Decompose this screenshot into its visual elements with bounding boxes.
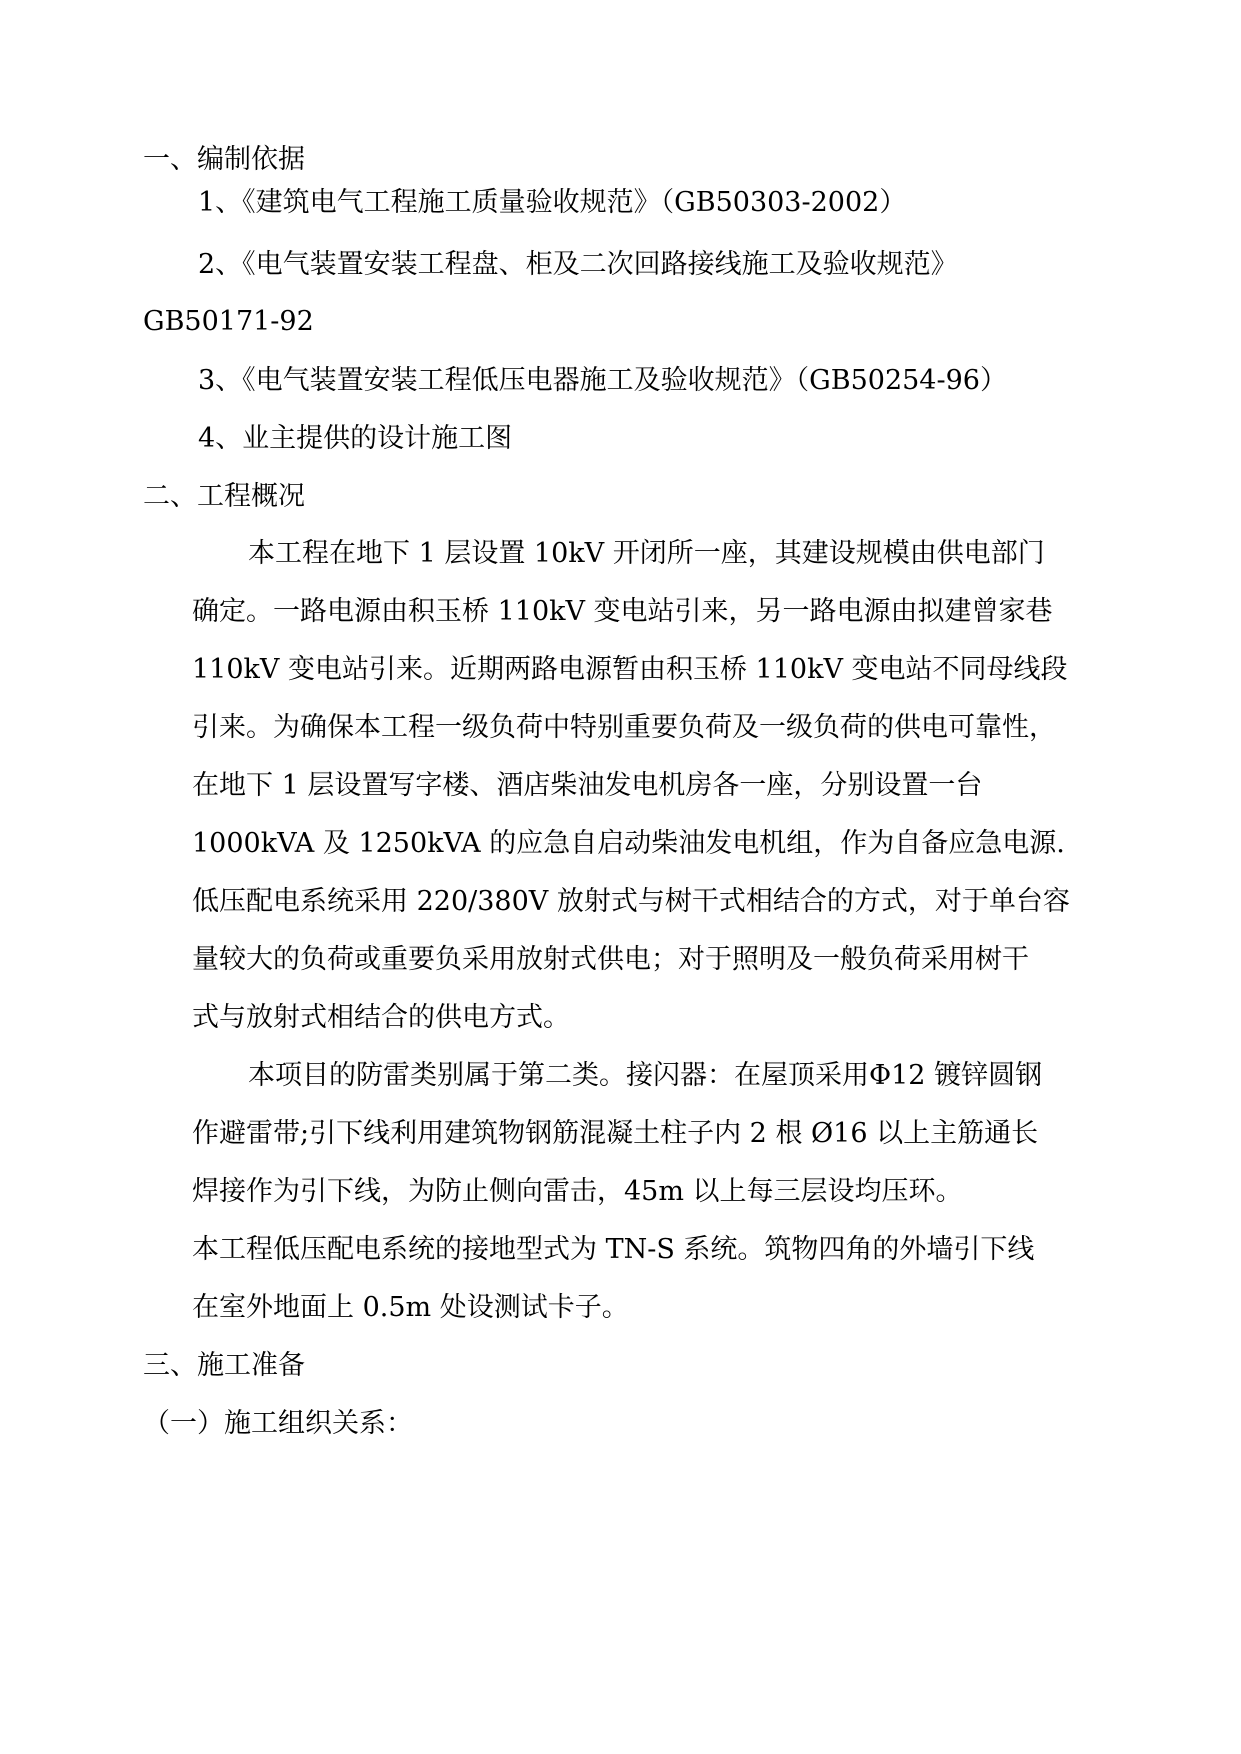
section-heading-2: 二、工程概况 bbox=[143, 481, 305, 512]
overview-paragraph-line: 确定。一路电源由积玉桥 110kV 变电站引来，另一路电源由拟建曾家巷 bbox=[192, 596, 1053, 627]
reference-item-4: 4、业主提供的设计施工图 bbox=[198, 423, 513, 454]
reference-item-2: 2、《电气装置安装工程盘、柜及二次回路接线施工及验收规范》 bbox=[198, 249, 958, 280]
lightning-paragraph-line: 焊接作为引下线，为防止侧向雷击，45m 以上每三层设均压环。 bbox=[192, 1176, 963, 1207]
overview-paragraph-line: 本工程在地下 1 层设置 10kV 开闭所一座，其建设规模由供电部门 bbox=[248, 538, 1045, 569]
section-heading-1: 一、编制依据 bbox=[143, 144, 305, 175]
lightning-paragraph-line: 本项目的防雷类别属于第二类。接闪器：在屋顶采用Φ12 镀锌圆钢 bbox=[248, 1060, 1043, 1091]
subsection-heading: （一）施工组织关系： bbox=[143, 1408, 413, 1439]
overview-paragraph-line: 1000kVA 及 1250kVA 的应急自启动柴油发电机组，作为自备应急电源. bbox=[192, 828, 1065, 859]
overview-paragraph-line: 低压配电系统采用 220/380V 放射式与树干式相结合的方式，对于单台容 bbox=[192, 886, 1070, 917]
overview-paragraph-line: 引来。为确保本工程一级负荷中特别重要负荷及一级负荷的供电可靠性， bbox=[192, 712, 1056, 743]
overview-paragraph-line: 110kV 变电站引来。近期两路电源暂由积玉桥 110kV 变电站不同母线段 bbox=[192, 654, 1068, 685]
overview-paragraph-line: 量较大的负荷或重要负采用放射式供电；对于照明及一般负荷采用树干 bbox=[192, 944, 1029, 975]
overview-paragraph-line: 在地下 1 层设置写字楼、酒店柴油发电机房各一座，分别设置一台 bbox=[192, 770, 983, 801]
reference-item-1: 1、《建筑电气工程施工质量验收规范》（GB50303-2002） bbox=[198, 187, 907, 218]
reference-item-2-continued: GB50171-92 bbox=[143, 306, 314, 337]
section-heading-3: 三、施工准备 bbox=[143, 1350, 305, 1381]
grounding-paragraph-line: 本工程低压配电系统的接地型式为 TN-S 系统。筑物四角的外墙引下线 bbox=[192, 1234, 1035, 1265]
lightning-paragraph-line: 作避雷带;引下线利用建筑物钢筋混凝土柱子内 2 根 Ø16 以上主筋通长 bbox=[192, 1118, 1039, 1149]
grounding-paragraph-line: 在室外地面上 0.5m 处设测试卡子。 bbox=[192, 1292, 629, 1323]
overview-paragraph-line: 式与放射式相结合的供电方式。 bbox=[192, 1002, 570, 1033]
reference-item-3: 3、《电气装置安装工程低压电器施工及验收规范》（GB50254-96） bbox=[198, 365, 1007, 396]
